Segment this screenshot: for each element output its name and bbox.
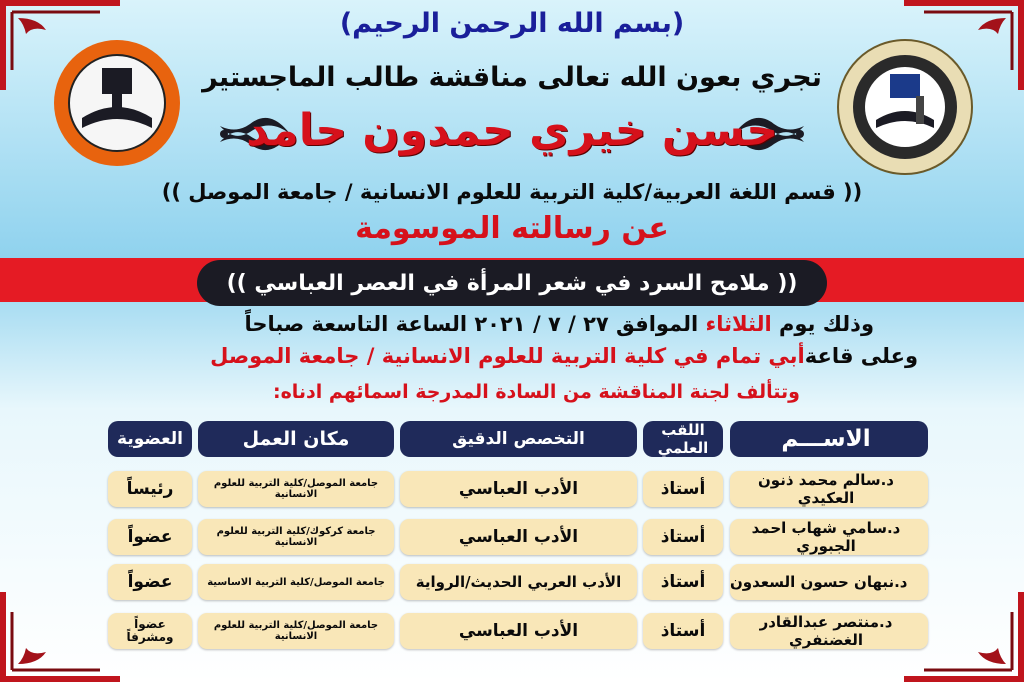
basmala: (بسم الله الرحمن الرحيم) bbox=[339, 8, 685, 39]
row-3-name: د.نبهان حسون السعدون bbox=[730, 564, 928, 600]
row-3-rank: أستاذ bbox=[643, 564, 723, 600]
date-prefix: وذلك يوم bbox=[778, 312, 874, 336]
row-4-work: جامعة الموصل/كلية التربية للعلوم الانسانية bbox=[198, 613, 394, 649]
row-2-rank: أستاذ bbox=[643, 519, 723, 555]
committee-intro: وتتألف لجنة المناقشة من السادة المدرجة اسمائهم ادناه: bbox=[272, 381, 800, 403]
department-line: (( قسم اللغة العربية/كلية التربية للعلوم الانسانية / جامعة الموصل )) bbox=[161, 180, 863, 204]
corner-frame-icon bbox=[0, 592, 120, 682]
thesis-title: (( ملامح السرد في شعر المرأة في العصر العباسي )) bbox=[197, 260, 827, 306]
row-1-role: رئيساً bbox=[108, 471, 192, 507]
row-3-role: عضواً bbox=[108, 564, 192, 600]
row-2-work: جامعة كركوك/كلية التربية للعلوم الانسانية bbox=[198, 519, 394, 555]
header-work: مكان العمل bbox=[198, 421, 394, 457]
row-4-spec: الأدب العباسي bbox=[400, 613, 637, 649]
thesis-lead: عن رسالته الموسومة bbox=[355, 211, 669, 246]
date-day: الثلاثاء bbox=[705, 312, 772, 336]
row-2-role: عضواً bbox=[108, 519, 192, 555]
header-rank: اللقب العلمي bbox=[643, 421, 723, 457]
row-2-spec: الأدب العباسي bbox=[400, 519, 637, 555]
header-spec: التخصص الدقيق bbox=[400, 421, 637, 457]
header-role: العضوية bbox=[108, 421, 192, 457]
student-name: حسن خيري حمدون حامد bbox=[246, 105, 778, 156]
row-3-spec: الأدب العربي الحديث/الرواية bbox=[400, 564, 637, 600]
venue-place: أبي تمام في كلية التربية للعلوم الانسانية / جامعة الموصل bbox=[210, 344, 805, 368]
date-rest: الموافق ٢٧ / ٧ / ٢٠٢١ الساعة التاسعة صباحاً bbox=[244, 312, 699, 336]
row-4-rank: أستاذ bbox=[643, 613, 723, 649]
row-4-name: د.منتصر عبدالقادر الغضنفري bbox=[730, 613, 928, 649]
row-1-spec: الأدب العباسي bbox=[400, 471, 637, 507]
venue-prefix: وعلى قاعة bbox=[804, 344, 918, 368]
row-2-name: د.سامي شهاب احمد الجبوري bbox=[730, 519, 928, 555]
row-1-name: د.سالم محمد ذنون العكيدي bbox=[730, 471, 928, 507]
row-3-work: جامعة الموصل/كلية التربية الاساسية bbox=[198, 564, 394, 600]
row-1-rank: أستاذ bbox=[643, 471, 723, 507]
venue-line bbox=[40, 344, 918, 368]
row-1-work: جامعة الموصل/كلية التربية للعلوم الانسانية bbox=[198, 471, 394, 507]
row-4-role: عضواً ومشرفاً bbox=[108, 613, 192, 649]
intro-line: تجري بعون الله تعالى مناقشة طالب الماجستير bbox=[202, 62, 822, 93]
header-name: الاســـم bbox=[730, 421, 928, 457]
date-line bbox=[60, 312, 874, 336]
